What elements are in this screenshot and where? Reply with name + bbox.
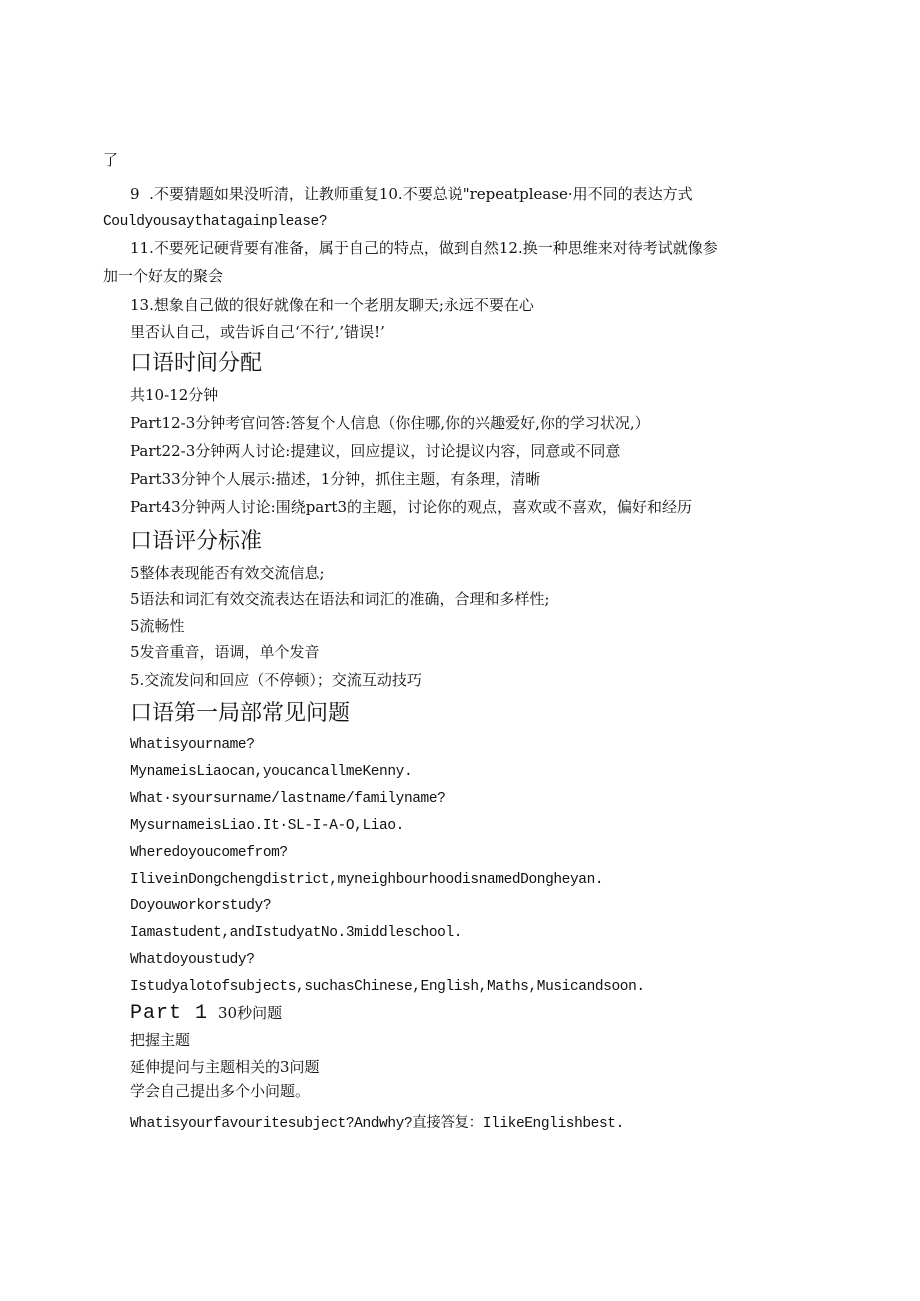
criteria-item-4: 5发音重音，语调，单个发音	[130, 643, 320, 661]
criteria-item-3: 5流畅性	[130, 617, 185, 635]
part1-line-1: 把握主题	[130, 1031, 191, 1049]
question-line-2: MynameisLiaocan,youcancallmeKenny.	[130, 764, 413, 780]
question-line-4: MysurnameisLiao.It·SL-I-A-O,Liao.	[130, 818, 404, 834]
tip-line-2: Couldyousaythatagainplease?	[103, 214, 328, 230]
tip-line-5: 13.想象自己做的很好就像在和一个老朋友聊天;永远不要在心	[130, 296, 534, 314]
questions-heading: 口语第一局部常见问题	[130, 701, 351, 726]
part1-line-2: 延伸提问与主题相关的3问题	[130, 1058, 320, 1076]
tip-line-1: 9 .不要猜题如果没听清，让教师重复10.不要总说"repeatplease·用不同的表达方式	[130, 185, 693, 203]
time-heading: 口语时间分配	[130, 351, 263, 376]
criteria-heading: 口语评分标准	[130, 529, 263, 554]
part1-example: Whatisyourfavouritesubject?Andwhy?直接答复：IlikeEnglishbest.	[130, 1116, 624, 1132]
criteria-item-2: 5语法和词汇有效交流表达在语法和词汇的准确，合理和多样性;	[130, 590, 550, 608]
time-part-3: Part33分钟个人展示:描述，1分钟，抓住主题，有条理，清晰	[130, 470, 541, 488]
time-part-1: Part12-3分钟考官问答:答复个人信息（你住哪,你的兴趣爱好,你的学习状况,）	[130, 414, 650, 432]
part1-label-rest: 30秒问题	[218, 1004, 283, 1022]
part1-label: Part 1	[130, 1002, 209, 1025]
time-total: 共10-12分钟	[130, 386, 219, 404]
part1-line-3: 学会自己提出多个小问题。	[130, 1082, 311, 1100]
tip-line-6: 里否认自己，或告诉自己‘不行’,’错误!’	[130, 323, 385, 341]
part1-heading	[130, 998, 282, 1028]
question-line-8: Iamastudent,andIstudyatNo.3middleschool.	[130, 925, 463, 941]
question-line-6: IliveinDongchengdistrict,myneighbourhoodisnamedDongheyan.	[130, 872, 604, 888]
question-line-10: Istudyalotofsubjects,suchasChinese,English,Maths,Musicandsoon.	[130, 979, 645, 995]
question-line-1: Whatisyourname?	[130, 737, 255, 753]
tip-line-4: 加一个好友的聚会	[103, 267, 224, 285]
criteria-item-1: 5整体表现能否有效交流信息;	[130, 564, 325, 582]
criteria-item-5: 5.交流发问和回应（不停顿）；交流互动技巧	[130, 671, 422, 689]
time-part-2: Part22-3分钟两人讨论:提建议，回应提议，讨论提议内容，同意或不同意	[130, 442, 621, 460]
question-line-9: Whatdoyoustudy?	[130, 952, 255, 968]
question-line-3: What·syoursurname/lastname/familyname?	[130, 791, 446, 807]
fragment-text: 了	[103, 151, 119, 169]
question-line-7: Doyouworkorstudy?	[130, 898, 272, 914]
time-part-4: Part43分钟两人讨论:围绕part3的主题，讨论你的观点，喜欢或不喜欢，偏好和经历	[130, 498, 692, 516]
question-line-5: Wheredoyoucomefrom?	[130, 845, 288, 861]
tip-line-3: 11.不要死记硬背要有准备，属于自己的特点，做到自然12.换一种思维来对待考试就像参	[130, 239, 718, 257]
